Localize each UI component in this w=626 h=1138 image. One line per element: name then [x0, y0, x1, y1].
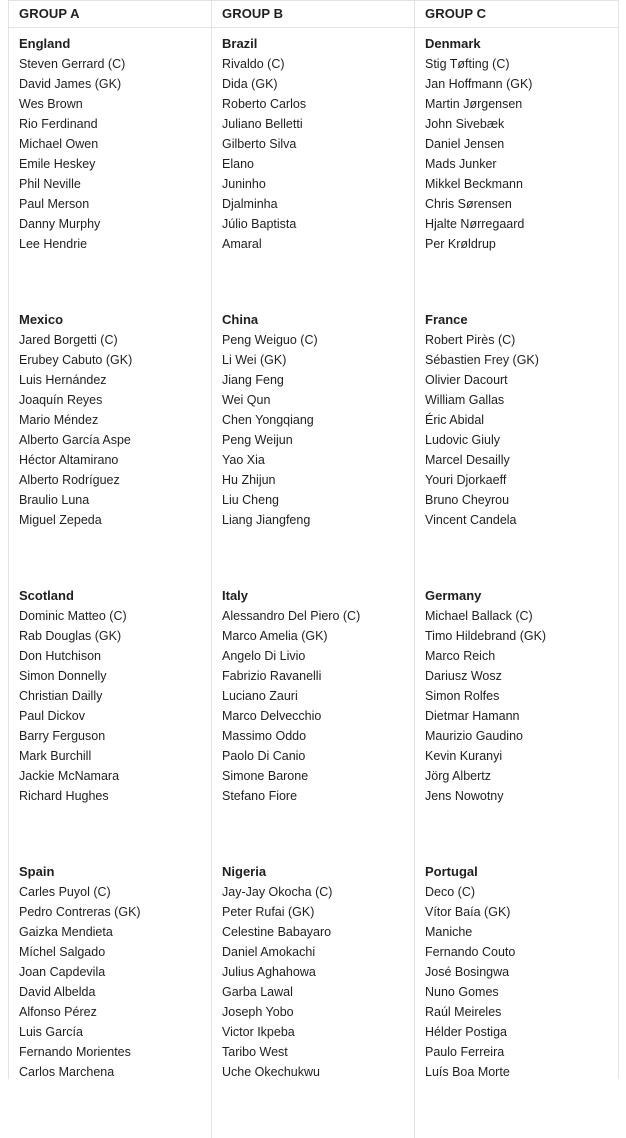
player-name: Angelo Di Livio: [222, 649, 306, 663]
player-name: Amaral: [222, 237, 262, 251]
player-name: Vítor Baía (GK): [425, 905, 511, 919]
player-list: [19, 330, 211, 530]
player-name: Míchel Salgado: [19, 945, 106, 959]
player-name: Peter Rufai (GK): [222, 905, 315, 919]
player-name: Lee Hendrie: [19, 237, 88, 251]
player-name: Victor Ikpeba: [222, 1025, 295, 1039]
player-name: Marco Amelia (GK): [222, 629, 328, 643]
player-name: Paolo Di Canio: [222, 749, 306, 763]
player-name: Erubey Cabuto (GK): [19, 353, 133, 367]
player-name: Per Krøldrup: [425, 237, 496, 251]
team-block: [19, 34, 211, 310]
team-name: France: [425, 312, 468, 327]
player-name: Braulio Luna: [19, 493, 90, 507]
player-name: Wei Qun: [222, 393, 271, 407]
player-name: John Sivebæk: [425, 117, 505, 131]
player-name: Jared Borgetti (C): [19, 333, 118, 347]
player-name: Kevin Kuranyi: [425, 749, 503, 763]
team-block: [19, 862, 211, 1138]
player-name: Mario Méndez: [19, 413, 99, 427]
player-name: Jörg Albertz: [425, 769, 492, 783]
player-name: Peng Weijun: [222, 433, 293, 447]
player-name: Mikkel Beckmann: [425, 177, 523, 191]
player-name: Marco Delvecchio: [222, 709, 322, 723]
player-name: Miguel Zepeda: [19, 513, 102, 527]
team-block: [425, 34, 618, 310]
player-name: Dietmar Hamann: [425, 709, 520, 723]
player-name: Steven Gerrard (C): [19, 57, 126, 71]
team-name: Spain: [19, 864, 55, 879]
player-name: William Gallas: [425, 393, 505, 407]
player-name: Ludovic Giuly: [425, 433, 501, 447]
player-name: Don Hutchison: [19, 649, 101, 663]
player-name: Richard Hughes: [19, 789, 109, 803]
player-name: Uche Okechukwu: [222, 1065, 320, 1079]
player-name: Hjalte Nørregaard: [425, 217, 525, 231]
player-name: Roberto Carlos: [222, 97, 307, 111]
player-name: Olivier Dacourt: [425, 373, 508, 387]
group-column: [414, 0, 618, 1138]
team-block: [19, 310, 211, 586]
player-name: Liu Cheng: [222, 493, 279, 507]
player-name: Li Wei (GK): [222, 353, 287, 367]
player-name: Sébastien Frey (GK): [425, 353, 539, 367]
player-name: Robert Pirès (C): [425, 333, 516, 347]
player-name: Liang Jiangfeng: [222, 513, 311, 527]
group-header: GROUP C: [415, 0, 618, 28]
team-block: [425, 310, 618, 586]
player-name: Joan Capdevila: [19, 965, 106, 979]
player-name: Luis García: [19, 1025, 83, 1039]
team-name: Portugal: [425, 864, 478, 879]
team-name: Denmark: [425, 36, 481, 51]
player-name: Jackie McNamara: [19, 769, 120, 783]
player-name: Marco Reich: [425, 649, 496, 663]
player-name: Marcel Desailly: [425, 453, 510, 467]
group-header: GROUP A: [9, 0, 211, 28]
player-name: Gilberto Silva: [222, 137, 297, 151]
player-name: Stig Tøfting (C): [425, 57, 510, 71]
player-name: Paulo Ferreira: [425, 1045, 505, 1059]
player-name: Dida (GK): [222, 77, 278, 91]
player-name: Elano: [222, 157, 254, 171]
player-name: Taribo West: [222, 1045, 288, 1059]
player-name: Peng Weiguo (C): [222, 333, 318, 347]
player-name: Hu Zhijun: [222, 473, 276, 487]
player-name: Rio Ferdinand: [19, 117, 98, 131]
player-name: David Albelda: [19, 985, 96, 999]
player-name: Celestine Babayaro: [222, 925, 332, 939]
player-name: Rivaldo (C): [222, 57, 285, 71]
player-name: Yao Xia: [222, 453, 265, 467]
player-name: Wes Brown: [19, 97, 83, 111]
player-name: Alberto García Aspe: [19, 433, 131, 447]
team-name: Italy: [222, 588, 249, 603]
player-name: Jens Nowotny: [425, 789, 504, 803]
player-name: Bruno Cheyrou: [425, 493, 510, 507]
player-name: Jay-Jay Okocha (C): [222, 885, 333, 899]
player-name: Djalminha: [222, 197, 278, 211]
player-name: José Bosingwa: [425, 965, 510, 979]
player-name: Alfonso Pérez: [19, 1005, 97, 1019]
player-list: [425, 606, 618, 806]
player-name: Fernando Couto: [425, 945, 516, 959]
player-name: Timo Hildebrand (GK): [425, 629, 547, 643]
player-name: Fernando Morientes: [19, 1045, 131, 1059]
group-column: [9, 0, 211, 1138]
player-name: Vincent Candela: [425, 513, 517, 527]
player-name: Julius Aghahowa: [222, 965, 316, 979]
player-list: [222, 882, 414, 1082]
player-name: Paul Merson: [19, 197, 90, 211]
player-list: [425, 330, 618, 530]
player-name: Carlos Marchena: [19, 1065, 115, 1079]
group-header: GROUP B: [212, 0, 414, 28]
player-name: David James (GK): [19, 77, 122, 91]
team-block: [19, 586, 211, 862]
team-block: [222, 586, 414, 862]
player-name: Jiang Feng: [222, 373, 284, 387]
player-name: Chris Sørensen: [425, 197, 512, 211]
player-name: Simon Rolfes: [425, 689, 500, 703]
player-name: Joseph Yobo: [222, 1005, 294, 1019]
player-list: [19, 606, 211, 806]
player-name: Dominic Matteo (C): [19, 609, 127, 623]
player-name: Mark Burchill: [19, 749, 92, 763]
team-name: China: [222, 312, 259, 327]
player-name: Mads Junker: [425, 157, 497, 171]
player-name: Dariusz Wosz: [425, 669, 502, 683]
player-name: Daniel Amokachi: [222, 945, 316, 959]
player-name: Carles Puyol (C): [19, 885, 111, 899]
player-list: [425, 882, 618, 1082]
team-name: Brazil: [222, 36, 258, 51]
player-name: Juliano Belletti: [222, 117, 303, 131]
player-name: Alessandro Del Piero (C): [222, 609, 361, 623]
player-name: Daniel Jensen: [425, 137, 505, 151]
player-name: Deco (C): [425, 885, 476, 899]
group-column: [211, 0, 414, 1138]
player-name: Martin Jørgensen: [425, 97, 523, 111]
team-block: [222, 310, 414, 586]
player-name: Héctor Altamirano: [19, 453, 119, 467]
player-name: Luís Boa Morte: [425, 1065, 510, 1079]
player-name: Raúl Meireles: [425, 1005, 502, 1019]
team-name: Nigeria: [222, 864, 267, 879]
player-name: Barry Ferguson: [19, 729, 106, 743]
player-name: Michael Owen: [19, 137, 99, 151]
player-name: Luciano Zauri: [222, 689, 298, 703]
player-name: Simone Barone: [222, 769, 309, 783]
player-name: Juninho: [222, 177, 266, 191]
player-name: Danny Murphy: [19, 217, 101, 231]
player-name: Joaquín Reyes: [19, 393, 103, 407]
player-list: [222, 330, 414, 530]
player-name: Simon Donnelly: [19, 669, 107, 683]
team-name: Germany: [425, 588, 482, 603]
player-name: Hélder Postiga: [425, 1025, 507, 1039]
player-name: Maniche: [425, 925, 473, 939]
player-name: Pedro Contreras (GK): [19, 905, 141, 919]
player-list: [425, 54, 618, 254]
player-name: Jan Hoffmann (GK): [425, 77, 533, 91]
team-name: England: [19, 36, 71, 51]
team-name: Mexico: [19, 312, 64, 327]
player-name: Luis Hernández: [19, 373, 107, 387]
player-name: Stefano Fiore: [222, 789, 298, 803]
player-list: [19, 54, 211, 254]
player-name: Emile Heskey: [19, 157, 96, 171]
player-name: Christian Dailly: [19, 689, 103, 703]
team-block: [425, 862, 618, 1138]
group-teams: [212, 28, 414, 1138]
team-name: Scotland: [19, 588, 74, 603]
player-list: [222, 606, 414, 806]
team-block: [425, 586, 618, 862]
player-name: Youri Djorkaeff: [425, 473, 507, 487]
player-name: Paul Dickov: [19, 709, 85, 723]
player-name: Massimo Oddo: [222, 729, 307, 743]
player-name: Júlio Baptista: [222, 217, 297, 231]
player-name: Alberto Rodríguez: [19, 473, 120, 487]
player-name: Michael Ballack (C): [425, 609, 533, 623]
groups-table: [8, 0, 619, 1079]
team-block: [222, 862, 414, 1138]
player-list: [222, 54, 414, 254]
player-name: Rab Douglas (GK): [19, 629, 122, 643]
team-block: [222, 34, 414, 310]
player-list: [19, 882, 211, 1082]
player-name: Gaizka Mendieta: [19, 925, 113, 939]
player-name: Maurizio Gaudino: [425, 729, 523, 743]
player-name: Éric Abidal: [425, 413, 485, 427]
player-name: Fabrizio Ravanelli: [222, 669, 322, 683]
player-name: Phil Neville: [19, 177, 81, 191]
player-name: Garba Lawal: [222, 985, 293, 999]
player-name: Nuno Gomes: [425, 985, 499, 999]
group-teams: [9, 28, 211, 1138]
player-name: Chen Yongqiang: [222, 413, 314, 427]
group-teams: [415, 28, 618, 1138]
